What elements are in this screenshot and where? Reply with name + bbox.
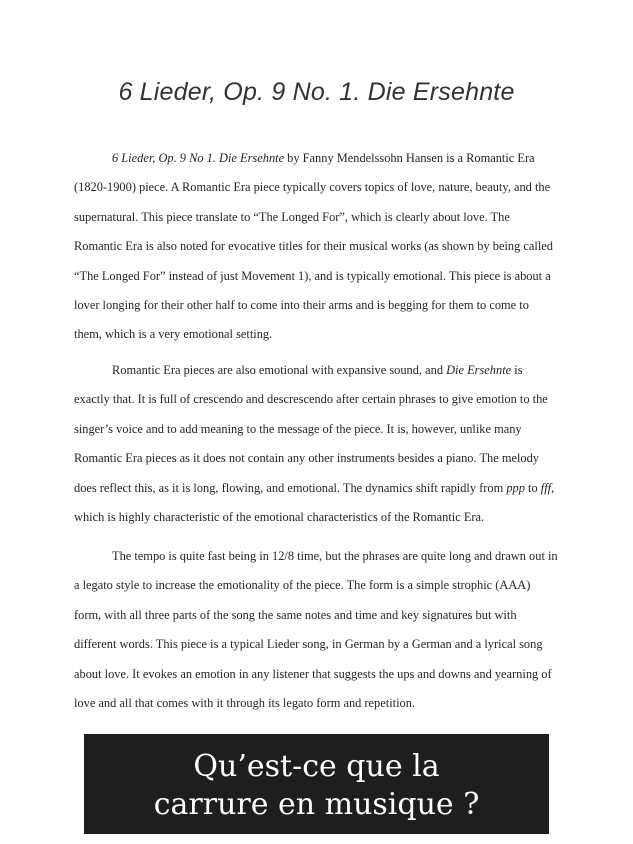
- paragraph-2: [74, 356, 560, 532]
- paragraph-2-line-1-pre: Romantic Era pieces are also emotional with expansive sound, and: [112, 363, 447, 377]
- banner-line-1: Qu’est-ce que la: [193, 749, 440, 784]
- paragraph-3-line-2: a legato style to increase the emotionality of the piece. The form is a simple strophic (AAA): [74, 578, 531, 593]
- piece-name-italic: Die Ersehnte: [446, 363, 512, 377]
- paragraph-2-line-1: [74, 356, 560, 385]
- paragraph-1: [74, 144, 560, 350]
- paragraph-2-line-2: exactly that. It is full of crescendo and descrescendo after certain phrases to give emotion to the: [74, 392, 548, 407]
- paragraph-2-line-5-to: to: [524, 480, 541, 495]
- paragraph-2-line-5: [74, 474, 560, 503]
- paragraph-3-line-4: different words. This piece is a typical Lieder song, in German by a German and a lyrical song: [74, 637, 543, 652]
- paragraph-1-line-7: them, which is a very emotional setting.: [74, 327, 273, 342]
- paragraph-3-line-6: love and all that comes with it through its legato form and repetition.: [74, 696, 416, 711]
- banner-line-2: carrure en musique ?: [153, 787, 480, 822]
- paragraph-2-line-1-post: is: [511, 363, 523, 377]
- paragraph-1-line-1: [74, 144, 560, 173]
- paragraph-2-line-4: Romantic Era pieces as it does not contain any other instruments besides a piano. The melody: [74, 451, 539, 466]
- paragraph-3-line-5: about love. It evokes an emotion in any listener that suggests the ups and downs and yearning of: [74, 666, 552, 681]
- dynamic-ppp: ppp: [506, 480, 525, 495]
- dynamic-fff: fff: [540, 480, 552, 495]
- paragraph-3: [74, 542, 560, 718]
- caption-banner: [84, 734, 549, 834]
- paragraph-1-line-3: supernatural. This piece translate to “The Longed For”, which is clearly about love. The: [74, 209, 510, 224]
- paragraph-1-line-6: lover longing for their other half to come into their arms and is begging for them to come to: [74, 298, 529, 313]
- paragraph-2-line-6: which is highly characteristic of the emotional characteristics of the Romantic Era.: [74, 510, 485, 525]
- document-title: 6 Lieder, Op. 9 No. 1. Die Ersehnte: [118, 78, 515, 106]
- paragraph-3-line-3: form, with all three parts of the song the same notes and time and key signatures but with: [74, 607, 517, 622]
- paragraph-2-line-5-post: ,: [551, 480, 555, 495]
- paragraph-2-line-3: singer’s voice and to add meaning to the message of the piece. It is, however, unlike many: [74, 421, 522, 436]
- paragraph-1-line-5: “The Longed For” instead of just Movement 1), and is typically emotional. This piece is about a: [74, 268, 551, 283]
- paragraph-2-line-5-pre: does reflect this, as it is long, flowing, and emotional. The dynamics shift rapidly from: [74, 480, 507, 495]
- paragraph-1-line-2: (1820-1900) piece. A Romantic Era piece typically covers topics of love, nature, beauty, and the: [74, 180, 551, 195]
- paragraph-1-line-4: Romantic Era is also noted for evocative titles for their musical works (as shown by being called: [74, 239, 553, 254]
- paragraph-1-line-1-rest: by Fanny Mendelssohn Hansen is a Romantic Era: [284, 151, 535, 165]
- paragraph-3-line-1: The tempo is quite fast being in 12/8 time, but the phrases are quite long and drawn out in: [112, 549, 558, 563]
- piece-title-italic: 6 Lieder, Op. 9 No 1. Die Ersehnte: [112, 151, 285, 165]
